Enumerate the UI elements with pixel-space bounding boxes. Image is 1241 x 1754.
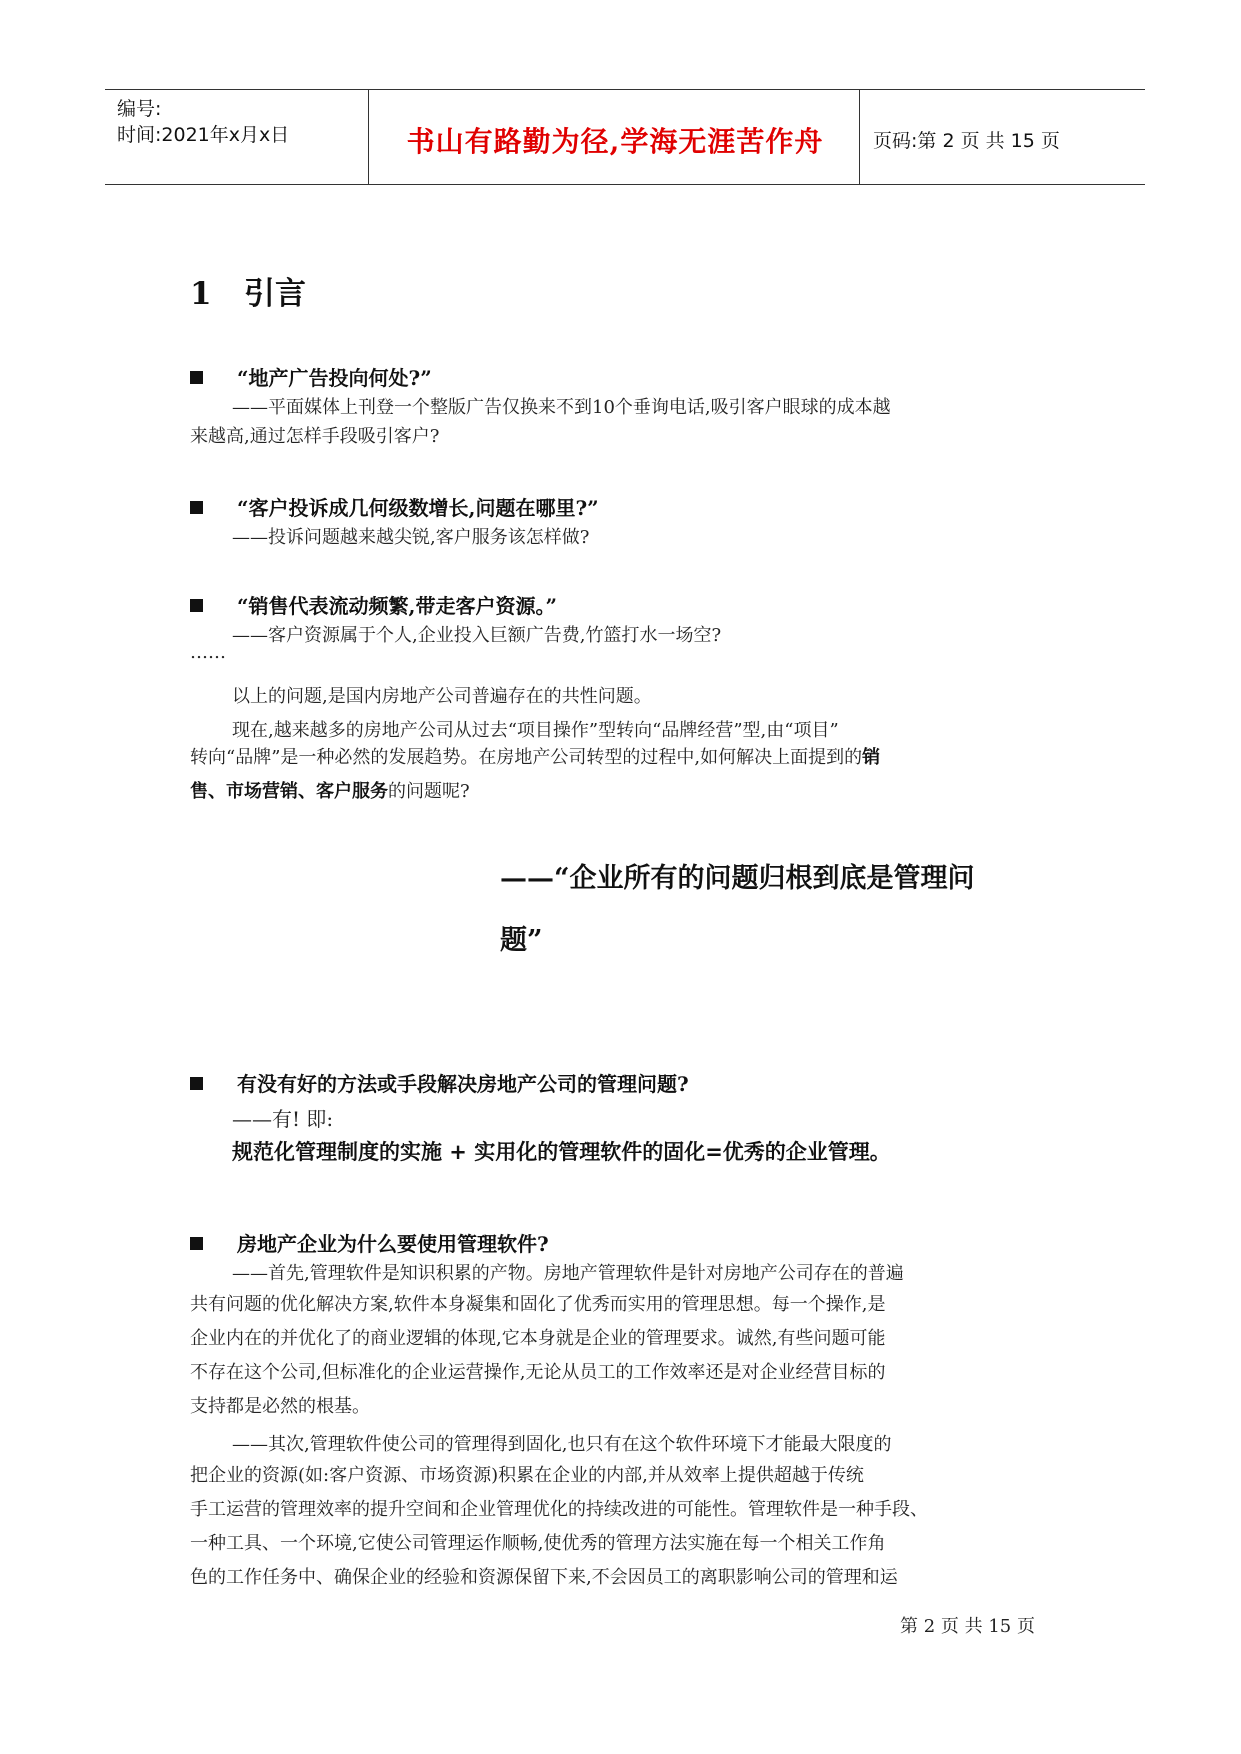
answer-text: ——客户资源属于个人,企业投入巨额广告费,竹篮打水一场空? [232,625,722,646]
bullet-square-icon [190,1237,203,1250]
question-heading: 有没有好的方法或手段解决房地产公司的管理问题? [190,1068,689,1097]
ellipsis: …… [190,642,226,663]
bullet-square-icon [190,1077,203,1090]
page-footer: 第 2 页 共 15 页 [900,1616,1035,1637]
paragraph: 售、市场营销、客户服务的问题呢? [190,781,470,802]
answer-text: ——有! 即: [232,1107,334,1131]
question-heading: 房地产企业为什么要使用管理软件? [190,1228,549,1257]
question-heading: “销售代表流动频繁,带走客户资源。” [190,590,557,619]
body-line: ——首先,管理软件是知识积累的产物。房地产管理软件是针对房地产公司存在的普遍 [232,1263,904,1284]
formula-text: 规范化管理制度的实施 + 实用化的管理软件的固化=优秀的企业管理。 [232,1140,891,1164]
body-line: 手工运营的管理效率的提升空间和企业管理优化的持续改进的可能性。管理软件是一种手段、 [190,1499,928,1520]
quote-line: ——“企业所有的问题归根到底是管理问 [500,863,975,894]
bullet-square-icon [190,371,203,384]
body-line: 支持都是必然的根基。 [190,1396,370,1417]
header-meta [117,96,289,148]
number-label: 编号: [117,98,162,120]
body-line: 不存在这个公司,但标准化的企业运营操作,无论从员工的工作效率还是对企业经营目标的 [190,1362,886,1383]
answer-text: 来越高,通过怎样手段吸引客户? [190,426,440,447]
answer-text: ——平面媒体上刊登一个整版广告仅换来不到10个垂询电话,吸引客户眼球的成本越 [232,397,891,418]
quote-line: 题” [500,925,543,956]
question-heading: “地产广告投向何处?” [190,362,432,391]
question-heading: “客户投诉成几何级数增长,问题在哪里?” [190,492,599,521]
header-motto: 书山有路勤为径,学海无涯苦作舟 [406,125,824,158]
paragraph: 现在,越来越多的房地产公司从过去“项目操作”型转向“品牌经营”型,由“项目” [232,720,839,741]
body-line: 企业内在的并优化了的商业逻辑的体现,它本身就是企业的管理要求。诚然,有些问题可能 [190,1328,886,1349]
body-line: ——其次,管理软件使公司的管理得到固化,也只有在这个软件环境下才能最大限度的 [232,1434,892,1455]
bullet-square-icon [190,599,203,612]
paragraph: 以上的问题,是国内房地产公司普遍存在的共性问题。 [232,686,652,707]
body-line: 把企业的资源(如:客户资源、市场资源)积累在企业的内部,并从效率上提供超越于传统 [190,1465,864,1486]
bullet-square-icon [190,501,203,514]
body-line: 共有问题的优化解决方案,软件本身凝集和固化了优秀而实用的管理思想。每一个操作,是 [190,1294,886,1315]
header-divider [368,90,369,184]
time-label: 时间:2021年x月x日 [117,124,290,146]
body-line: 色的工作任务中、确保企业的经验和资源保留下来,不会因员工的离职影响公司的管理和运 [190,1567,898,1588]
answer-text: ——投诉问题越来越尖锐,客户服务该怎样做? [232,527,590,548]
body-line: 一种工具、一个环境,它使公司管理运作顺畅,使优秀的管理方法实施在每一个相关工作角 [190,1533,886,1554]
paragraph: 转向“品牌”是一种必然的发展趋势。在房地产公司转型的过程中,如何解决上面提到的销 [190,747,881,768]
section-title: 1 引言 [190,276,306,312]
header-page-label: 页码:第 2 页 共 15 页 [873,130,1060,152]
page-header [105,89,1145,185]
header-divider [859,90,860,184]
